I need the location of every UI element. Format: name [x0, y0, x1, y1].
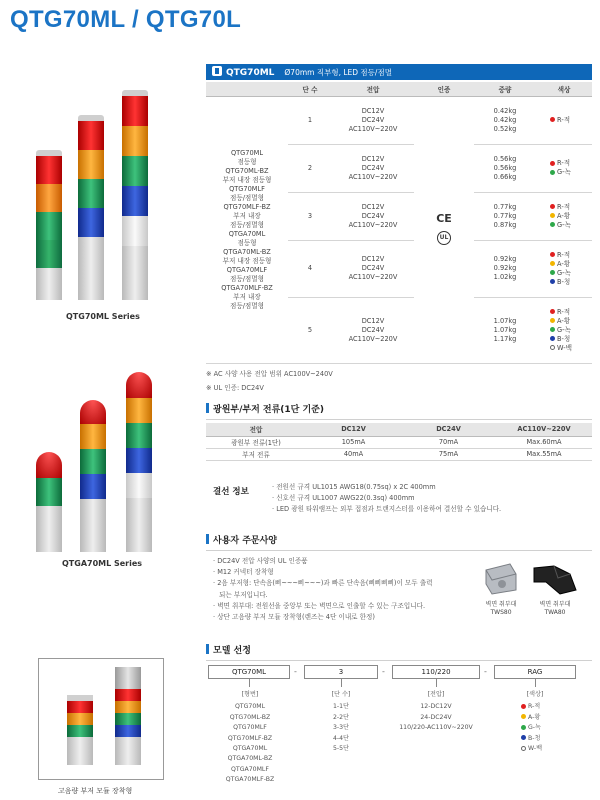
color-dot-icon [550, 213, 555, 218]
spec-col-tier: 단 수 [288, 82, 332, 96]
order-list [213, 556, 433, 623]
wiring-lines: · 전원선 규격 UL1015 AWG18(0.75sq) x 2C 400mm · 신호선 규격 UL1007 AWG22(0.3sq) 400mm · LED 광원 타워램프는 외부 접점과 트랜지스터를 이용하여 결선할 수 있습니다. [272, 483, 502, 513]
color-dot-icon [521, 714, 526, 719]
page-title: QTG70ML / QTG70L [10, 6, 242, 33]
color-item: R-적 [550, 159, 592, 168]
wiring-label: 결선 정보 [213, 487, 249, 497]
color-item: G-녹 [550, 168, 592, 177]
color-item: R-적 [550, 203, 592, 212]
ce-mark-icon: CE [436, 212, 452, 225]
mount-bracket-twa80-image [530, 560, 580, 598]
list-item: 1-1단 [332, 703, 350, 711]
model-box-tier: 3 [304, 665, 378, 679]
list-item: R-적 [521, 702, 565, 712]
color-item: A-황 [550, 212, 592, 221]
qtg70ml-series-label: QTG70ML Series [66, 312, 140, 321]
model-dash: - [382, 667, 385, 676]
spec-cert-cell [414, 96, 474, 363]
note-ac-range: ※ AC 사양 사용 전압 범위 AC100V~240V [206, 370, 333, 378]
qtg70ml-product-image [30, 90, 180, 305]
color-item: B-청 [550, 335, 592, 344]
current-section-header [206, 402, 592, 420]
list-item: 4-4단 [332, 734, 350, 742]
color-dot-icon [550, 270, 555, 275]
table-row: QTG70ML 점등형 QTG70ML-BZ 부저 내장 점등형 QTG70MLF 점등/점멸형 QTG70MLF-BZ 부저 내장 점등/점멸형 QTGA70ML 점등형 QTGA70ML-BZ 부저 내장 점등형 QTGA70MLF 점등/점멸형 QTGA70MLF-BZ 부저 내장 점등/점멸형 1 DC12V DC24V AC110V~220V CE UL 0.42kg 0.42kg 0.52kg R-적 [206, 96, 592, 144]
color-item: A-황 [550, 317, 592, 326]
buzzer-module-product-box [38, 658, 164, 780]
model-box-series: QTG70ML [208, 665, 290, 679]
color-dot-icon [550, 279, 555, 284]
mount-bracket-tws80-image [480, 560, 522, 598]
list-item: 3-3단 [332, 724, 350, 732]
table-row: 2 DC12V DC24V AC110V~220V 0.56kg 0.56kg 0.66kg R-적 G-녹 [206, 144, 592, 192]
spec-col-model [206, 82, 288, 96]
current-table [206, 423, 592, 461]
spec-col-cert: 인증 [414, 82, 474, 96]
list-item: · M12 커넥터 장착형 [213, 568, 274, 577]
list-item: QTG70MLF [233, 724, 267, 732]
color-item: R-적 [550, 251, 592, 260]
color-dot-icon [550, 336, 555, 341]
model-col-tier: [단 수] 1-1단 2-2단 3-3단 4-4단 5-5단 [306, 690, 376, 754]
color-dot-icon [521, 725, 526, 730]
list-item: B-청 [521, 734, 565, 744]
list-item: · DC24V 전압 사양의 UL 인증품 [213, 557, 308, 565]
spec-col-weight: 중량 [474, 82, 536, 96]
list-item: 24-DC24V [420, 713, 452, 721]
color-dot-icon [550, 261, 555, 266]
model-col-color: [색상] R-적 A-황 G-녹 B-청 W-백 [505, 690, 565, 754]
color-dot-icon [521, 735, 526, 740]
info-icon [212, 66, 222, 76]
table-row: 3 DC12V DC24V AC110V~220V 0.77kg 0.77kg 0.87kg R-적 A-황 G-녹 [206, 192, 592, 240]
qtga70ml-product-image [30, 372, 180, 552]
color-dot-icon [550, 252, 555, 257]
color-dot-icon [550, 117, 555, 122]
model-box-voltage: 110/220 [392, 665, 480, 679]
mount-caption-tws80: 벽면 취부대 TWS80 [485, 601, 517, 616]
list-item: A-황 [521, 713, 565, 723]
color-dot-icon [550, 161, 555, 166]
note-ul: ※ UL 인증: DC24V [206, 384, 264, 392]
list-item: QTGA70MLF [231, 765, 269, 773]
table-row: 부저 전류 40mA 75mA Max.55mA [206, 448, 592, 460]
ul-mark-icon: UL [437, 231, 451, 245]
model-col-voltage: [전압] 12-DC12V 24-DC24V 110/220-AC110V~220V [388, 690, 484, 734]
table-row: 4 DC12V DC24V AC110V~220V 0.92kg 0.92kg 1.02kg R-적 A-황 G-녹 B-청 [206, 240, 592, 297]
model-dash: - [294, 667, 297, 676]
mount-caption-twa80: 벽면 취부대 TWA80 [539, 601, 571, 616]
order-section-header [206, 533, 592, 551]
list-item: QTGA70ML-BZ [227, 755, 273, 763]
list-item: 2-2단 [332, 713, 350, 721]
color-dot-icon [550, 204, 555, 209]
list-item: QTGA70MLF-BZ [225, 776, 275, 784]
buzzer-module-caption: 고음량 부저 모듈 장착형 [58, 787, 133, 795]
list-item: · 상단 고음량 부저 모듈 장착형(렌즈는 4단 이내로 한정) [213, 613, 375, 622]
color-dot-icon [550, 170, 555, 175]
color-item: W-백 [550, 344, 592, 353]
color-dot-icon [550, 345, 555, 350]
list-item: · 벽면 취부대: 전원선을 중앙부 또는 벽면으로 인출할 수 있는 구조입니다. [213, 601, 426, 610]
current-col-dc12: DC12V [306, 423, 401, 436]
color-item: B-청 [550, 278, 592, 287]
list-item: 5-5단 [332, 745, 350, 753]
list-item: 110/220-AC110V~220V [399, 724, 473, 732]
model-col-series: [형번] QTG70ML QTG70ML-BZ QTG70MLF QTG70MLF-BZ QTGA70ML QTGA70ML-BZ QTGA70MLF QTGA70MLF-BZ [210, 690, 290, 786]
color-item: G-녹 [550, 269, 592, 278]
spec-header [206, 64, 592, 80]
spec-col-voltage: 전압 [332, 82, 414, 96]
list-item: QTG70ML-BZ [229, 713, 271, 721]
spec-models-cell: QTG70ML 점등형 QTG70ML-BZ 부저 내장 점등형 QTG70MLF 점등/점멸형 QTG70MLF-BZ 부저 내장 점등/점멸형 QTGA70ML 점등형 QTGA70ML-BZ 부저 내장 점등형 QTGA70MLF 점등/점멸형 QTGA70MLF-BZ 부저 내장 점등/점멸형 [206, 96, 288, 363]
spec-table [206, 82, 592, 364]
color-item: R-적 [550, 308, 592, 317]
current-col-dc24: DC24V [401, 423, 496, 436]
list-item: · 2음 부저형: 단속음(삐~~~삐~~~)과 빠른 단속음(삐삐삐삐)이 모두 출력 [213, 579, 433, 588]
spec-col-color: 색상 [536, 82, 592, 96]
color-dot-icon [550, 222, 555, 227]
list-item: QTGA70ML [232, 745, 268, 753]
color-item: G-녹 [550, 326, 592, 335]
model-box-color: RAG [494, 665, 576, 679]
spec-header-title: QTG70ML [226, 68, 275, 78]
list-item: QTG70MLF-BZ [227, 734, 273, 742]
list-item: 12-DC12V [420, 703, 452, 711]
list-item: G-녹 [521, 723, 565, 733]
color-item: R-적 [550, 116, 592, 125]
model-section-title: 모델 선정 [213, 646, 251, 656]
color-dot-icon [521, 746, 526, 751]
table-row: 광원부 전류(1단) 105mA 70mA Max.60mA [206, 436, 592, 448]
color-item: A-황 [550, 260, 592, 269]
model-dash: - [484, 667, 487, 676]
current-col-ac: AC110V~220V [496, 423, 592, 436]
list-item: W-백 [521, 744, 565, 754]
list-item: 되는 부저입니다. [219, 590, 268, 599]
model-section-header [206, 643, 592, 661]
color-dot-icon [550, 309, 555, 314]
color-dot-icon [550, 327, 555, 332]
color-dot-icon [521, 704, 526, 709]
spec-header-subtitle: Ø70mm 직부형, LED 점등/점멸 [284, 68, 392, 77]
qtga70ml-series-label: QTGA70ML Series [62, 559, 143, 568]
color-item: G-녹 [550, 221, 592, 230]
table-row: 5 DC12V DC24V AC110V~220V 1.07kg 1.07kg 1.17kg R-적 A-황 G-녹 B-청 W-백 [206, 297, 592, 363]
current-section-title: 광원부/부저 전류(1단 기준) [213, 405, 324, 415]
list-item: QTG70ML [234, 703, 266, 711]
current-col-voltage: 전압 [206, 423, 306, 436]
color-dot-icon [550, 318, 555, 323]
order-section-title: 사용자 주문사양 [213, 536, 277, 546]
